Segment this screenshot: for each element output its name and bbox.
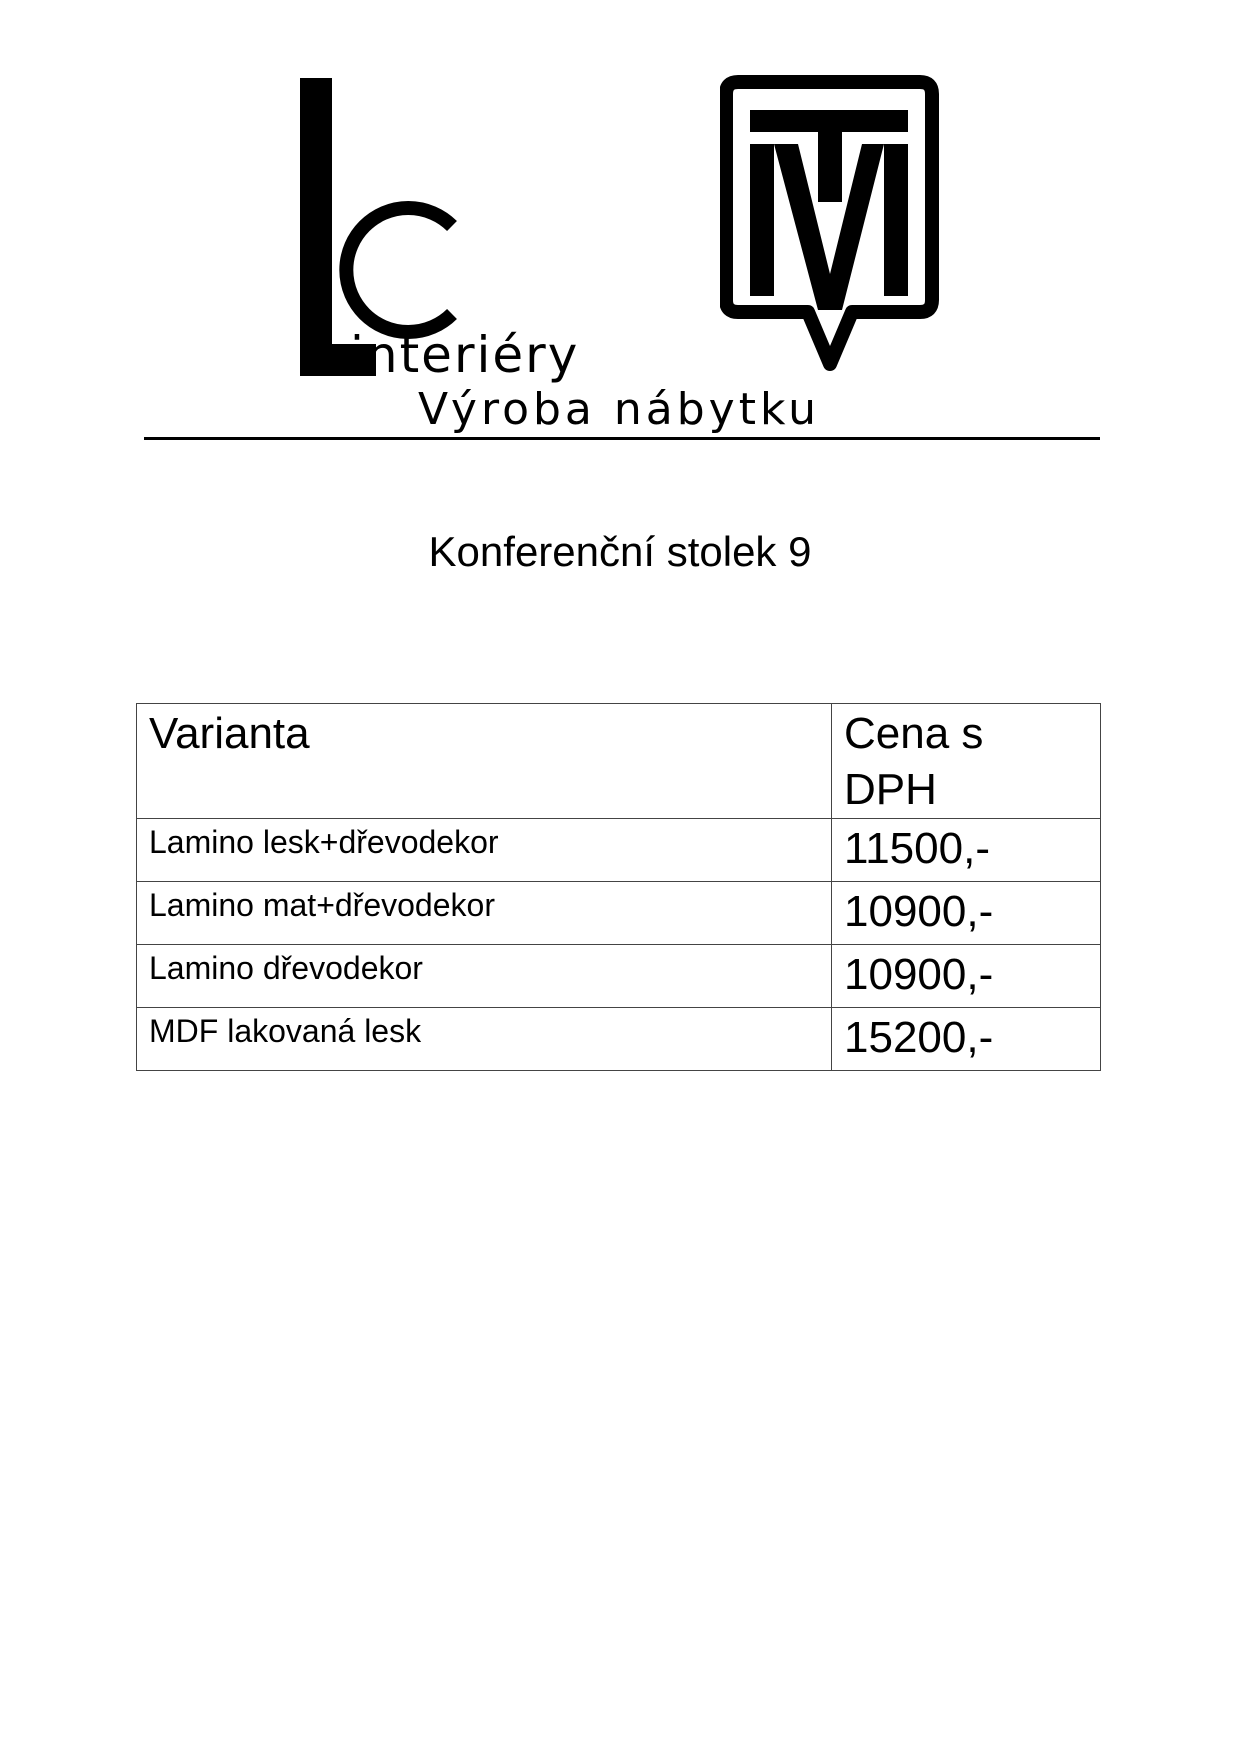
variant-cell: Lamino dřevodekor — [137, 945, 832, 1008]
price-cell: 10900,- — [832, 945, 1101, 1008]
price-cell: 10900,- — [832, 882, 1101, 945]
header-variant: Varianta — [137, 704, 832, 819]
header-price: Cena s DPH — [832, 704, 1101, 819]
logo-subtitle-vyroba: Výroba nábytku — [418, 384, 820, 435]
header-divider — [144, 437, 1100, 440]
price-cell: 11500,- — [832, 819, 1101, 882]
table-header-row — [137, 704, 1101, 819]
page-title: Konferenční stolek 9 — [428, 528, 812, 575]
table-row — [137, 819, 1101, 882]
variant-cell: Lamino mat+dřevodekor — [137, 882, 832, 945]
variant-cell: MDF lakovaná lesk — [137, 1008, 832, 1071]
table-row — [137, 1008, 1101, 1071]
logo-subtitle-interiery: interiéry — [350, 326, 580, 384]
price-table — [136, 703, 1101, 1071]
price-cell: 15200,- — [832, 1008, 1101, 1071]
tm-monogram-icon — [720, 74, 940, 384]
table-row — [137, 945, 1101, 1008]
table-row — [137, 882, 1101, 945]
variant-cell: Lamino lesk+dřevodekor — [137, 819, 832, 882]
logo-l-stem — [300, 78, 332, 376]
